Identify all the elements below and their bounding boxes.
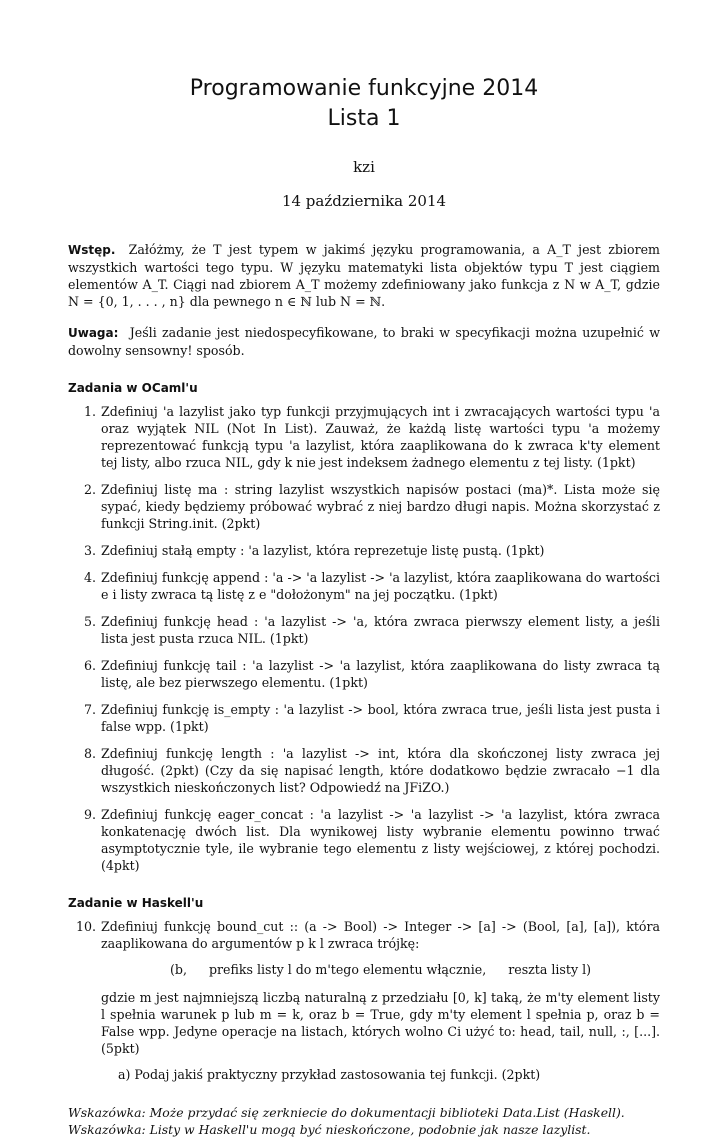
task-list-ocaml: [68, 403, 660, 874]
section-heading-haskell: Zadanie w Haskell'u: [68, 896, 204, 910]
triple-formula: [101, 962, 660, 977]
section-heading-ocaml: Zadania w OCaml'u: [68, 381, 198, 395]
document-title: [68, 74, 660, 134]
task-text: Zdefiniuj 'a lazylist jako typ funkcji przyjmujących int i zwracających wartości typu 'a oraz wyjątek NIL (Not In List). Zauważ, że każdą listę wartości typu 'a możemy reprezentować funkcją typu 'a lazylist, która zaaplikowana do k zwraca k'ty element tej listy, albo rzuca NIL, gdy k nie jest indeksem żadnego elementu z tej listy. (1pkt): [101, 404, 660, 470]
task-text: Zdefiniuj funkcję eager_concat : 'a lazylist -> 'a lazylist -> 'a lazylist, która zwraca konkatenację dwóch list. Dla wynikowej listy wybranie elementu powinno trwać asymptotycznie tyle, ile wybranie tego elementu z listy wejściowej, z której pochodzi. (4pkt): [101, 807, 660, 873]
task-item: 5. Zdefiniuj funkcję head : 'a lazylist -> 'a, która zwraca pierwszy element listy, a jeśli lista jest pusta rzuca NIL. (1pkt): [83, 614, 660, 646]
task-text: Zdefiniuj funkcję bound_cut :: (a -> Bool) -> Integer -> [a] -> (Bool, [a], [a]), która zaaplikowana do argumentów p k l zwraca trójkę:: [101, 919, 660, 951]
task-item: 4. Zdefiniuj funkcję append : 'a -> 'a lazylist -> 'a lazylist, która zaaplikowana do wartości e i listy zwraca tą listę z e "dołożonym" na jej początku. (1pkt): [83, 570, 660, 602]
task-text: Zdefiniuj funkcję head : 'a lazylist -> 'a, która zwraca pierwszy element listy, a jeśli lista jest pusta rzuca NIL. (1pkt): [101, 614, 660, 646]
note-paragraph: [68, 324, 660, 359]
task-item: 1. Zdefiniuj 'a lazylist jako typ funkcji przyjmujących int i zwracających wartości typu 'a oraz wyjątek NIL (Not In List). Zauważ, że każdą listę wartości typu 'a możemy reprezentować funkcją typu 'a lazylist, która zaaplikowana do k zwraca k'ty element tej listy, albo rzuca NIL, gdy k nie jest indeksem żadnego elementu z tej listy. (1pkt): [83, 404, 660, 470]
task-item: 7. Zdefiniuj funkcję is_empty : 'a lazylist -> bool, która zwraca true, jeśli lista jest pusta i false wpp. (1pkt): [83, 702, 660, 734]
title-line-2: Lista 1: [327, 106, 401, 131]
intro-text: Załóżmy, że T jest typem w jakimś języku programowania, a A_T jest zbiorem wszystkich wartości tego typu. W języku matematyki lista objektów typu T jest ciągiem elementów A_T. Ciągi nad zbiorem A_T możemy zdefiniowany jako funkcja z N w A_T, gdzie N = {0, 1, . . . , n} dla pewnego n ∈ ℕ lub N = ℕ.: [68, 242, 660, 309]
hint-2: Wskazówka: Listy w Haskell'u mogą być nieskończone, podobnie jak nasze lazylist.: [68, 1122, 591, 1137]
task-text: Zdefiniuj listę ma : string lazylist wszystkich napisów postaci (ma)*. Lista może się sypać, kiedy będziemy próbować wybrać z niej bardzo długi napis. Można skorzystać z funkcji String.init. (2pkt): [101, 482, 660, 531]
task-text: Zdefiniuj funkcję tail : 'a lazylist -> 'a lazylist, która zaaplikowana do listy zwraca tą listę, ale bez pierwszego elementu. (1pkt): [101, 658, 660, 690]
task-text: Zdefiniuj funkcję append : 'a -> 'a lazylist -> 'a lazylist, która zaaplikowana do wartości e i listy zwraca tą listę z e "dołożonym" na jej początku. (1pkt): [101, 570, 660, 602]
document-page: [68, 0, 660, 1138]
note-text: Jeśli zadanie jest niedospecyfikowane, to braki w specyfikacji można uzupełnić w dowolny sensowny! sposób.: [68, 325, 660, 358]
author: kzi: [353, 158, 375, 176]
task-item: 2. Zdefiniuj listę ma : string lazylist wszystkich napisów postaci (ma)*. Lista może się sypać, kiedy będziemy próbować wybrać z niej bardzo długi napis. Można skorzystać z funkcji String.init. (2pkt): [83, 482, 660, 531]
task-item: 9. Zdefiniuj funkcję eager_concat : 'a lazylist -> 'a lazylist -> 'a lazylist, która zwraca konkatenację dwóch list. Dla wynikowej listy wybranie elementu powinno trwać asymptotycznie tyle, ile wybranie tego elementu z listy wejściowej, z której pochodzi. (4pkt): [83, 807, 660, 873]
task-text: Zdefiniuj funkcję length : 'a lazylist -> int, która dla skończonej listy zwraca jej długość. (2pkt) (Czy da się napisać length, które dodatkowo będzie zwracało −1 dla wszystkich nieskończonych list? Odpowiedź na JFiZO.): [101, 746, 660, 795]
hints: [68, 1104, 660, 1138]
task-text: Zdefiniuj funkcję is_empty : 'a lazylist -> bool, która zwraca true, jeśli lista jest pusta i false wpp. (1pkt): [101, 702, 660, 734]
note-lead: Uwaga:: [68, 326, 119, 340]
task-item: 6. Zdefiniuj funkcję tail : 'a lazylist -> 'a lazylist, która zaaplikowana do listy zwraca tą listę, ale bez pierwszego elementu. (1pkt): [83, 658, 660, 690]
task-item: 10. Zdefiniuj funkcję bound_cut :: (a -> Bool) -> Integer -> [a] -> (Bool, [a], [a]), która zaaplikowana do argumentów p k l zwraca trójkę:: [76, 919, 660, 951]
intro-paragraph: [68, 241, 660, 310]
task-text: Zdefiniuj stałą empty : 'a lazylist, która reprezetuje listę pustą. (1pkt): [101, 543, 545, 558]
title-line-1: Programowanie funkcyjne 2014: [189, 76, 539, 101]
task-item: 8. Zdefiniuj funkcję length : 'a lazylist -> int, która dla skończonej listy zwraca jej długość. (2pkt) (Czy da się napisać length, które dodatkowo będzie zwracało −1 dla wszystkich nieskończonych list? Odpowiedź na JFiZO.): [83, 746, 660, 795]
subtask-a: a) Podaj jakiś praktyczny przykład zastosowania tej funkcji. (2pkt): [118, 1067, 541, 1082]
task-list-haskell: [68, 918, 660, 952]
date: 14 października 2014: [281, 192, 447, 210]
task-item: 3. Zdefiniuj stałą empty : 'a lazylist, która reprezetuje listę pustą. (1pkt): [83, 543, 545, 558]
intro-lead: Wstęp.: [68, 243, 116, 257]
formula-part-b: (b,: [169, 962, 187, 977]
formula-part-rest: reszta listy l): [508, 962, 592, 977]
formula-part-prefix: prefiks listy l do m'tego elementu włącznie,: [208, 962, 487, 977]
task10-continuation: gdzie m jest najmniejszą liczbą naturalną z przedziału [0, k] taką, że m'ty element listy l spełnia warunek p lub m = k, oraz b = True, gdy m'ty element l spełnia p, oraz b = False wpp. Jedyne operacje na listach, których wolno Ci użyć to: head, tail, null, :, [...]. (5pkt): [101, 990, 660, 1056]
hint-1: Wskazówka: Może przydać się zerkniecie do dokumentacji biblioteki Data.List (Haskell).: [68, 1105, 625, 1120]
